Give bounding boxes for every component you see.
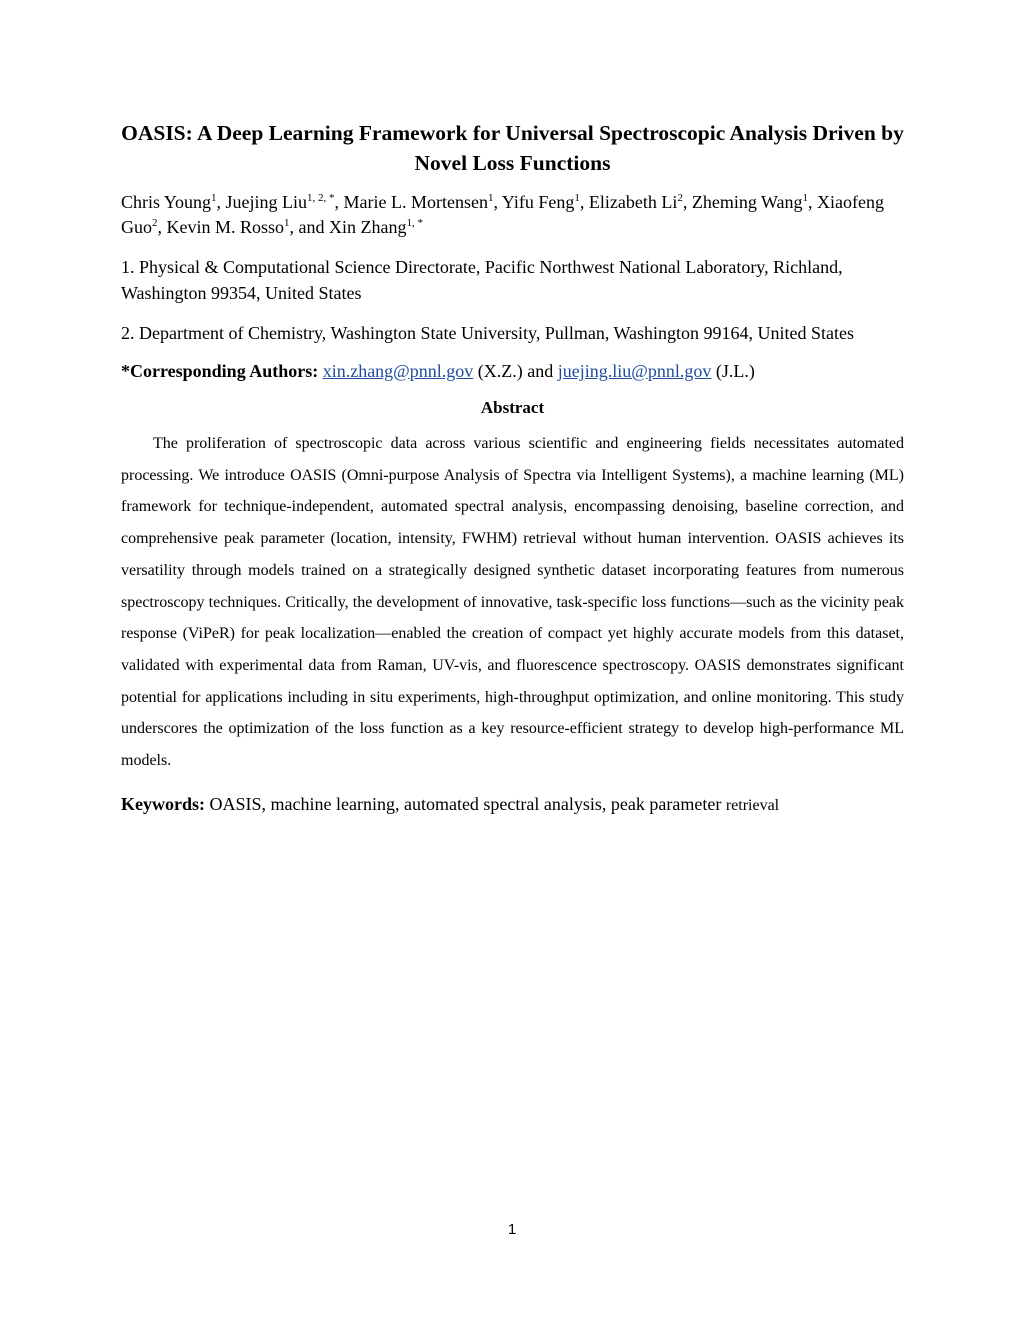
author-affiliation-marker: 1 — [211, 192, 217, 204]
page-number: 1 — [507, 1221, 517, 1238]
author-separator: , — [808, 192, 818, 212]
abstract-heading: Abstract — [480, 398, 545, 417]
author-affiliation-marker: 2 — [152, 217, 158, 229]
corresponding-label: *Corresponding Authors: — [121, 361, 319, 381]
paper-page — [121, 118, 904, 819]
author-name: Xin Zhang — [329, 217, 407, 237]
author-name: Marie L. Mortensen — [343, 192, 489, 212]
author-separator: , — [493, 192, 502, 212]
and-text: and — [527, 361, 554, 381]
keywords-text: OASIS, machine learning, automated spectral analysis, peak parameter — [209, 793, 722, 814]
author-affiliation-marker: 1 — [488, 192, 494, 204]
author-name: Juejing Liu — [225, 192, 308, 212]
author-separator: , — [334, 192, 344, 212]
abstract-body: The proliferation of spectroscopic data across various scientific and engineering fields necessitates automated processing. We introduce OASIS (Omni-purpose Analysis of Spectra via Intelligent Systems), a machine learning (ML) framework for technique-independent, automated spectral analysis, encompassing denoising, baseline correction, and comprehensive peak parameter (location, intensity, FWHM) retrieval without human intervention. OASIS achieves its versatility through models trained on a strategically designed synthetic dataset incorporating features from numerous spectroscopy techniques. Critically, the development of innovative, task-specific loss functions—such as the vicinity peak response (ViPeR) for peak localization—enabled the creation of compact yet highly accurate models from this dataset, validated with experimental data from Raman, UV-vis, and fluorescence spectroscopy. OASIS demonstrates significant potential for applications including in situ experiments, high-throughput optimization, and online monitoring. This study underscores the optimization of the loss function as a key resource-efficient strategy to develop high-performance ML models. — [121, 435, 904, 770]
initials-zhang: (X.Z.) — [477, 361, 523, 381]
author-separator: , — [216, 192, 226, 212]
initials-liu: (J.L.) — [715, 361, 755, 381]
author-separator: , — [682, 192, 692, 212]
author-affiliation-marker: 1 — [574, 192, 580, 204]
email-link-zhang[interactable]: xin.zhang@pnnl.gov — [322, 361, 474, 381]
author-list — [121, 190, 904, 240]
affiliation-1: 1. Physical & Computational Science Directorate, Pacific Northwest National Laboratory, Richland, Washington 99354, United States — [121, 257, 843, 303]
author-affiliation-marker: 2 — [677, 192, 683, 204]
corresponding-authors — [121, 358, 904, 384]
author-separator: , — [579, 192, 589, 212]
author-name: Chris Young — [121, 192, 212, 212]
author-affiliation-marker: 1, * — [406, 217, 423, 229]
author-name: Kevin M. Rosso — [166, 217, 285, 237]
author-affiliation-marker: 1, 2, * — [307, 192, 335, 204]
author-name: Elizabeth Li — [588, 192, 678, 212]
author-name: Yifu Feng — [501, 192, 575, 212]
keywords-label: Keywords: — [121, 793, 205, 814]
author-separator: , — [157, 217, 167, 237]
paper-title: OASIS: A Deep Learning Framework for Universal Spectroscopic Analysis Driven by Novel Loss Functions — [121, 121, 904, 175]
author-name: Xiaofeng Guo — [121, 192, 885, 237]
author-name: Zheming Wang — [691, 192, 803, 212]
email-link-liu[interactable]: juejing.liu@pnnl.gov — [557, 361, 712, 381]
keywords-tail: retrieval — [725, 796, 780, 814]
affiliation-2: 2. Department of Chemistry, Washington State University, Pullman, Washington 99164, United States — [121, 323, 855, 343]
author-separator: , and — [289, 217, 330, 237]
author-affiliation-marker: 1 — [284, 217, 290, 229]
keywords-line — [121, 791, 904, 819]
author-affiliation-marker: 1 — [802, 192, 809, 204]
